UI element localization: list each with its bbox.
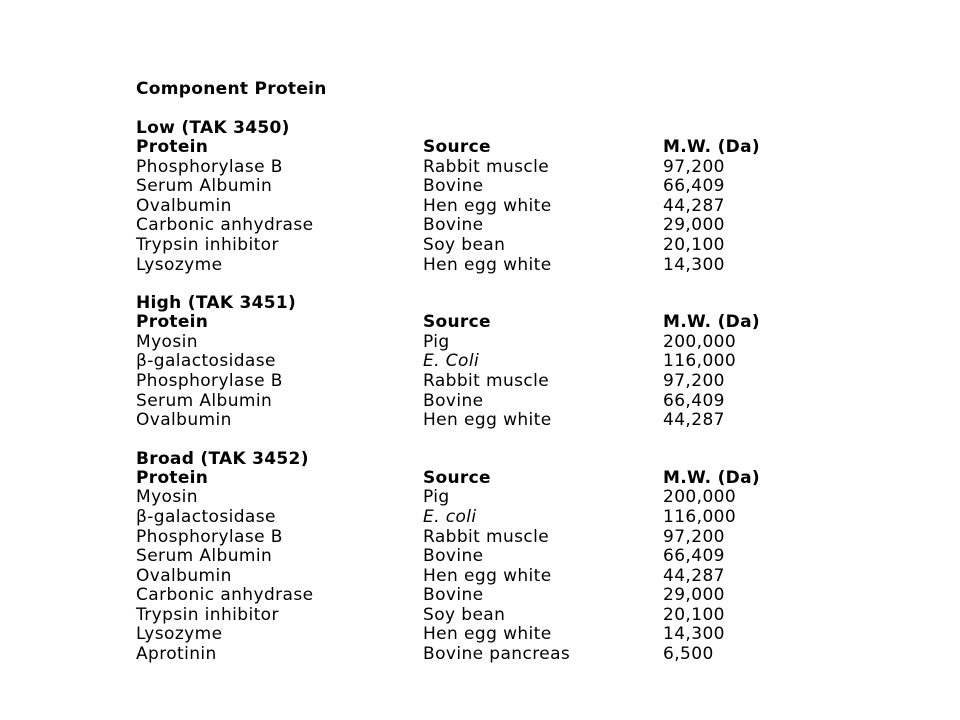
cell-source: Pig (423, 331, 450, 352)
cell-mw: 97,200 (663, 156, 725, 177)
table-row (136, 528, 836, 548)
cell-protein: Serum Albumin (136, 176, 273, 197)
table-row (136, 567, 836, 587)
cell-mw: 97,200 (663, 526, 725, 547)
header-protein: Protein (136, 312, 209, 333)
cell-mw: 116,000 (663, 506, 737, 527)
table-row (136, 488, 836, 508)
cell-source: Hen egg white (423, 195, 552, 216)
cell-protein: β-galactosidase (136, 506, 276, 527)
cell-mw: 20,100 (663, 234, 725, 255)
cell-mw: 29,000 (663, 215, 725, 236)
table-row (136, 216, 836, 236)
cell-source: Bovine (423, 390, 484, 411)
cell-source: Hen egg white (423, 624, 552, 645)
cell-protein: Ovalbumin (136, 410, 232, 431)
header-source: Source (423, 467, 491, 488)
cell-source: Bovine (423, 546, 484, 567)
cell-mw: 66,409 (663, 176, 725, 197)
cell-protein: Ovalbumin (136, 195, 232, 216)
header-protein: Protein (136, 137, 209, 157)
cell-protein: Carbonic anhydrase (136, 215, 314, 236)
header-mw: M.W. (Da) (663, 137, 760, 157)
cell-mw: 14,300 (663, 624, 725, 645)
document (136, 78, 836, 665)
section-low (136, 118, 836, 275)
table-row (136, 625, 836, 645)
cell-source: E. Coli (423, 351, 480, 372)
table-row (136, 158, 836, 178)
table-row (136, 411, 836, 431)
cell-mw: 44,287 (663, 565, 725, 586)
table-row (136, 392, 836, 412)
table-header (136, 138, 836, 158)
cell-mw: 14,300 (663, 254, 725, 275)
cell-mw: 66,409 (663, 390, 725, 411)
section-title: Broad (TAK 3452) (136, 448, 309, 469)
table-row (136, 352, 836, 372)
document-title: Component Protein (136, 79, 327, 99)
cell-source: Soy bean (423, 604, 506, 625)
cell-protein: Phosphorylase B (136, 370, 283, 391)
cell-mw: 44,287 (663, 195, 725, 216)
cell-source: Hen egg white (423, 565, 552, 586)
cell-source: Bovine (423, 215, 484, 236)
section-broad (136, 449, 836, 665)
cell-protein: Myosin (136, 331, 198, 352)
cell-mw: 6,500 (663, 644, 714, 665)
table-row (136, 372, 836, 392)
cell-protein: Trypsin inhibitor (136, 604, 279, 625)
table-row (136, 586, 836, 606)
cell-source: E. coli (423, 506, 477, 527)
cell-protein: Carbonic anhydrase (136, 585, 314, 606)
header-mw: M.W. (Da) (663, 312, 760, 333)
cell-mw: 29,000 (663, 585, 725, 606)
cell-protein: Serum Albumin (136, 390, 273, 411)
cell-source: Pig (423, 487, 450, 508)
section-title: High (TAK 3451) (136, 293, 297, 314)
cell-protein: Phosphorylase B (136, 156, 283, 177)
table-row (136, 547, 836, 567)
cell-mw: 116,000 (663, 351, 737, 372)
cell-source: Bovine pancreas (423, 644, 571, 665)
cell-protein: β-galactosidase (136, 351, 276, 372)
cell-protein: Lysozyme (136, 254, 223, 275)
header-source: Source (423, 312, 491, 333)
cell-source: Rabbit muscle (423, 370, 550, 391)
table-header (136, 313, 836, 333)
section-title: Low (TAK 3450) (136, 118, 290, 138)
cell-protein: Ovalbumin (136, 565, 232, 586)
cell-source: Hen egg white (423, 410, 552, 431)
cell-mw: 200,000 (663, 487, 737, 508)
section-high (136, 293, 836, 431)
table-row (136, 236, 836, 256)
cell-mw: 66,409 (663, 546, 725, 567)
table-row (136, 645, 836, 665)
cell-source: Hen egg white (423, 254, 552, 275)
cell-protein: Serum Albumin (136, 546, 273, 567)
header-mw: M.W. (Da) (663, 467, 760, 488)
table-row (136, 256, 836, 276)
table-row (136, 197, 836, 217)
cell-mw: 44,287 (663, 410, 725, 431)
header-protein: Protein (136, 467, 209, 488)
cell-protein: Trypsin inhibitor (136, 234, 279, 255)
cell-source: Rabbit muscle (423, 156, 550, 177)
cell-protein: Myosin (136, 487, 198, 508)
table-row (136, 508, 836, 528)
cell-protein: Aprotinin (136, 644, 217, 665)
cell-source: Soy bean (423, 234, 506, 255)
cell-mw: 20,100 (663, 604, 725, 625)
cell-source: Bovine (423, 585, 484, 606)
cell-mw: 97,200 (663, 370, 725, 391)
table-row (136, 177, 836, 197)
table-row (136, 606, 836, 626)
cell-source: Rabbit muscle (423, 526, 550, 547)
table-header (136, 469, 836, 489)
cell-source: Bovine (423, 176, 484, 197)
header-source: Source (423, 137, 491, 157)
cell-mw: 200,000 (663, 331, 737, 352)
cell-protein: Phosphorylase B (136, 526, 283, 547)
cell-protein: Lysozyme (136, 624, 223, 645)
table-row (136, 333, 836, 353)
